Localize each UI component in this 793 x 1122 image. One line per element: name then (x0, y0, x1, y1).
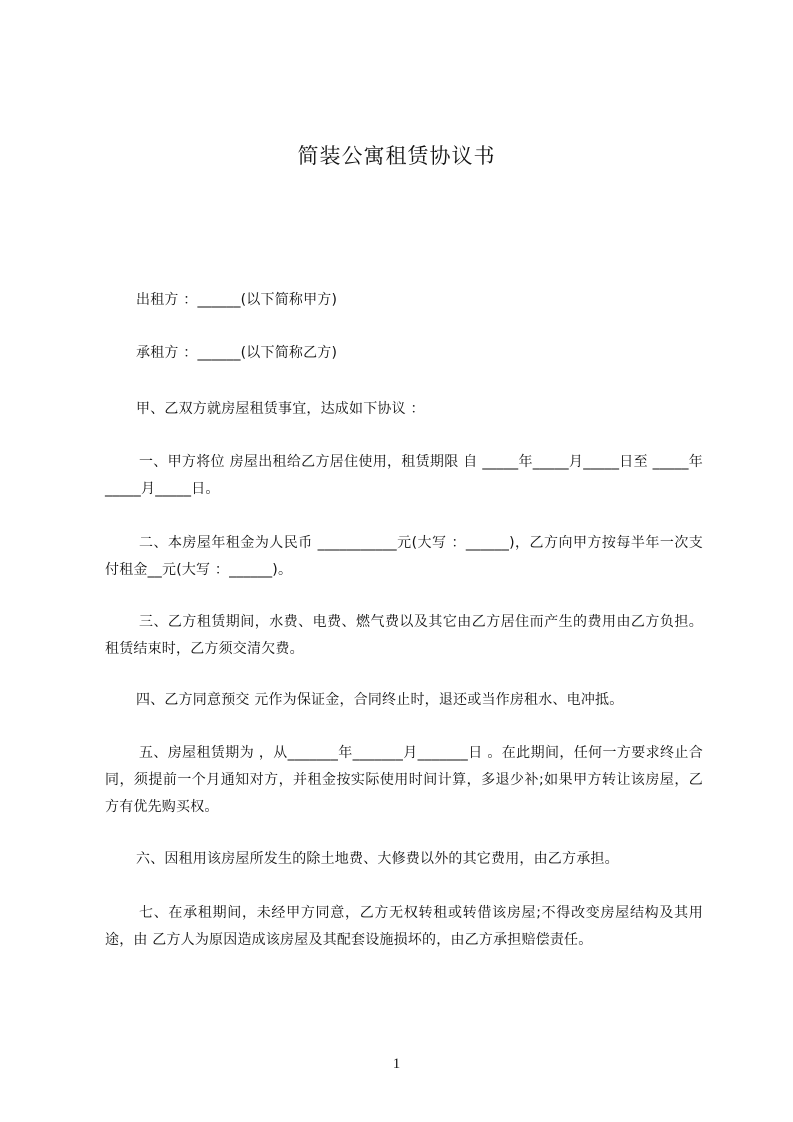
lessee-line (105, 340, 705, 367)
intro-line (105, 396, 705, 423)
page-number: 1 (392, 1056, 401, 1072)
clause-1: 一、甲方将位 房屋出租给乙方居住使用，租赁期限 自 _____年_____月_____日至 _____年_____月_____日。 (105, 454, 703, 497)
clause-2: 二、本房屋年租金为人民币 ___________元(大写 ：______)，乙方向甲方按每半年一次支付租金__元(大写 ：______)。 (105, 535, 703, 578)
lessor-text: 出租方 ：______(以下简称甲方) (136, 292, 338, 308)
lessor-line (105, 287, 705, 314)
clause-4: 四、乙方同意预交 元作为保证金，合同终止时，退还或当作房租水、电冲抵。 (136, 692, 624, 708)
intro-text: 甲、乙双方就房屋租赁事宜，达成如下协议 ： (136, 401, 425, 417)
clause-5: 五、房屋租赁期为 ，从_______年_______月_______日 。在此期间，任何一方要求终止合同，须提前一个月通知对方，并租金按实际使用时间计算，多退少补;如果甲方转让该房屋，乙方有优先购买权。 (105, 745, 703, 815)
document-title: 简装公寓租赁协议书 (297, 144, 496, 168)
lessee-text: 承租方 ：______(以下简称乙方) (136, 345, 338, 361)
clause-6: 六、因租用该房屋所发生的除土地费、大修费以外的其它费用，由乙方承担。 (136, 851, 619, 867)
clause-3: 三、乙方租赁期间，水费、电费、燃气费以及其它由乙方居住而产生的费用由乙方负担。租赁结束时，乙方须交清欠费。 (105, 614, 703, 657)
clause-7: 七、在承租期间，未经甲方同意，乙方无权转租或转借该房屋;不得改变房屋结构及其用途，由 乙方人为原因造成该房屋及其配套设施损坏的，由乙方承担赔偿责任。 (105, 905, 703, 948)
